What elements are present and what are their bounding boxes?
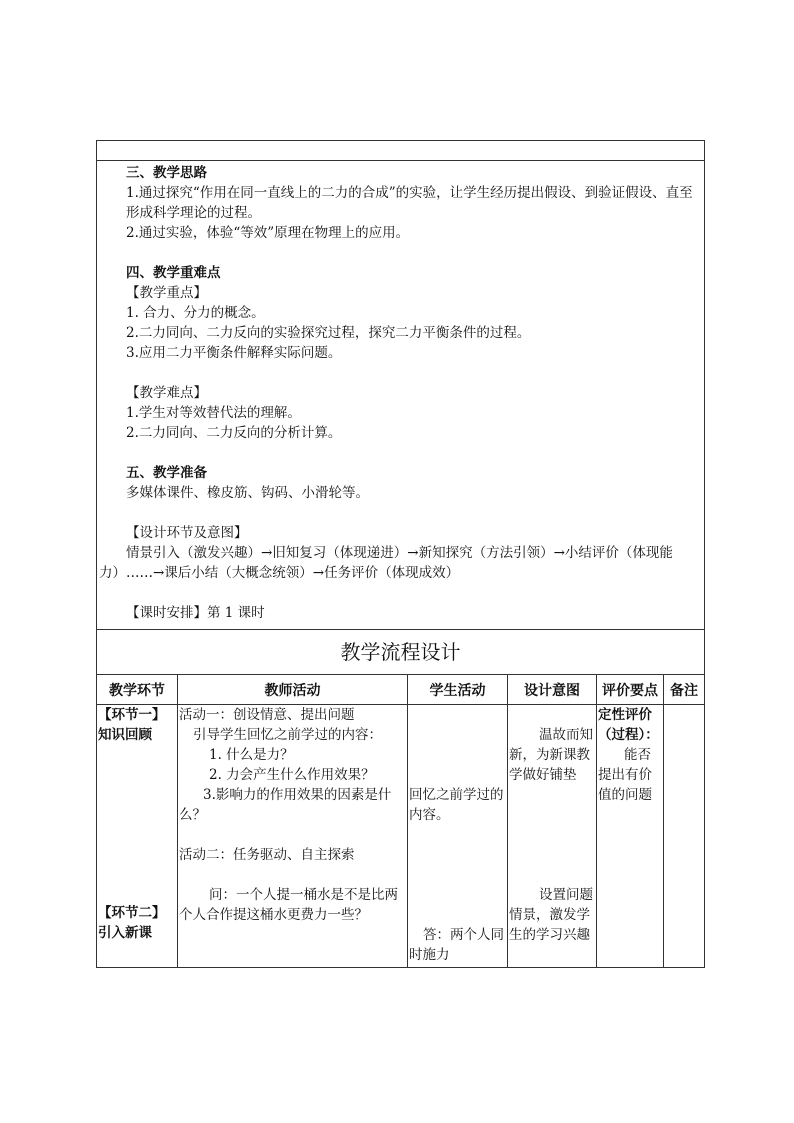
stage-cell xyxy=(97,705,178,968)
activity2-title: 活动二：任务驱动、自主探索 xyxy=(179,847,355,863)
intro-section xyxy=(97,161,705,630)
difficulty-1: 1.学生对等效替代法的理解。 xyxy=(126,405,301,421)
difficulty-2: 2.二力同向、二力反向的分析计算。 xyxy=(126,425,342,441)
header-teacher: 教师活动 xyxy=(178,675,408,705)
question-1: 1. 什么是力？ xyxy=(209,747,294,763)
top-empty-row xyxy=(97,141,705,161)
key-point-2: 2.二力同向、二力反向的实验探究过程，探究二力平衡条件的过程。 xyxy=(126,325,531,341)
header-eval: 评价要点 xyxy=(597,675,664,705)
question-2: 2. 力会产生什么作用效果？ xyxy=(209,767,375,783)
header-stage: 教学环节 xyxy=(97,675,178,705)
question-3: 3.影响力的作用效果的因素是什么？ xyxy=(179,787,392,823)
stage2-label: 【环节二】引入新课 xyxy=(98,905,166,941)
section3-para2: 2.通过实验，体验“等效”原理在物理上的应用。 xyxy=(126,225,410,241)
intent-1: 温故而知新，为新课教学做好铺垫 xyxy=(509,727,593,783)
section4-title: 四、教学重难点 xyxy=(126,265,221,281)
document-page xyxy=(96,140,704,968)
teacher-cell xyxy=(178,705,408,968)
eval-title: 定性评价（过程）： xyxy=(598,707,659,743)
activity1-title: 活动一：创设情意、提出问题 xyxy=(179,707,355,723)
section3-title: 三、教学思路 xyxy=(126,165,207,181)
eval-cell xyxy=(597,705,664,968)
section3-para1: 1.通过探究“作用在同一直线上的二力的合成”的实验，让学生经历提出假设、到验证假设、直至形成科学理论的过程。 xyxy=(126,185,693,221)
activity1-intro: 引导学生回忆之前学过的内容： xyxy=(193,727,382,743)
header-student: 学生活动 xyxy=(408,675,508,705)
design-title: 【设计环节及意图】 xyxy=(126,525,248,541)
section5-title: 五、教学准备 xyxy=(126,465,207,481)
preparation-text: 多媒体课件、橡皮筋、钩码、小滑轮等。 xyxy=(126,485,369,501)
header-row xyxy=(97,675,705,705)
teacher-question: 问：一个人提一桶水是不是比两个人合作提这桶水更费力一些？ xyxy=(179,887,398,923)
lesson-table xyxy=(96,140,705,968)
student-response-2: 答：两个人同时施力 xyxy=(409,927,504,963)
flow-row xyxy=(97,705,705,968)
key-points-title: 【教学重点】 xyxy=(126,285,207,301)
header-remark: 备注 xyxy=(664,675,705,705)
intent-2: 设置问题情景，激发学生的学习兴趣 xyxy=(509,887,593,943)
key-point-1: 1. 合力、分力的概念。 xyxy=(126,305,265,321)
student-cell xyxy=(408,705,508,968)
stage1-label: 【环节一】知识回顾 xyxy=(98,707,166,743)
student-response-1: 回忆之前学过的内容。 xyxy=(409,787,504,823)
header-intent: 设计意图 xyxy=(508,675,597,705)
eval-text: 能否提出有价值的问题 xyxy=(598,747,652,803)
difficulty-title: 【教学难点】 xyxy=(126,385,207,401)
schedule-text: 【课时安排】第 1 课时 xyxy=(126,605,265,621)
key-point-3: 3.应用二力平衡条件解释实际问题。 xyxy=(126,345,342,361)
remark-cell xyxy=(664,705,705,968)
flow-title: 教学流程设计 xyxy=(97,630,705,675)
intent-cell xyxy=(508,705,597,968)
design-text: 情景引入（激发兴趣）→旧知复习（体现递进）→新知探究（方法引领）→小结评价（体现能力）……→课后小结（大概念统领）→任务评价（体现成效） xyxy=(99,545,673,581)
